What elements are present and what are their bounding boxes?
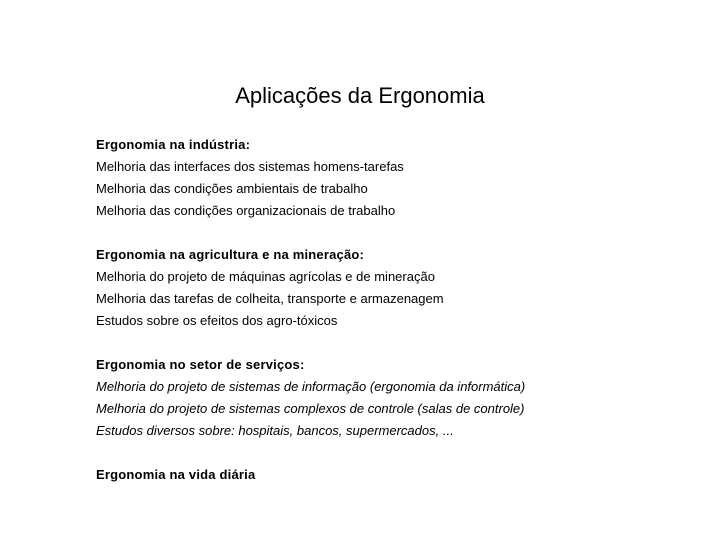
slide-title-text: Aplicações da Ergonomia <box>235 83 485 108</box>
section-vida-diaria <box>96 464 696 486</box>
section-heading: Ergonomia na indústria: <box>96 137 251 152</box>
section-servicos <box>96 354 696 442</box>
list-item: Melhoria do projeto de sistemas de informação (ergonomia da informática) <box>96 379 526 394</box>
list-item: Estudos sobre os efeitos dos agro-tóxicos <box>96 313 338 328</box>
list-item: Melhoria das interfaces dos sistemas homens-tarefas <box>96 159 404 174</box>
list-item: Melhoria do projeto de sistemas complexos de controle (salas de controle) <box>96 401 525 416</box>
slide-title <box>0 82 720 110</box>
list-item: Melhoria das tarefas de colheita, transporte e armazenagem <box>96 291 444 306</box>
list-item: Estudos diversos sobre: hospitais, bancos, supermercados, ... <box>96 423 454 438</box>
list-item: Melhoria das condições ambientais de trabalho <box>96 181 368 196</box>
section-heading: Ergonomia na vida diária <box>96 467 256 482</box>
list-item: Melhoria das condições organizacionais de trabalho <box>96 203 396 218</box>
section-heading: Ergonomia na agricultura e na mineração: <box>96 247 365 262</box>
section-industria <box>96 134 696 222</box>
list-item: Melhoria do projeto de máquinas agrícolas e de mineração <box>96 269 435 284</box>
section-spacer <box>96 222 696 244</box>
slide-content <box>96 134 696 486</box>
section-spacer <box>96 442 696 464</box>
section-heading: Ergonomia no setor de serviços: <box>96 357 305 372</box>
section-agricultura <box>96 244 696 332</box>
section-spacer <box>96 332 696 354</box>
